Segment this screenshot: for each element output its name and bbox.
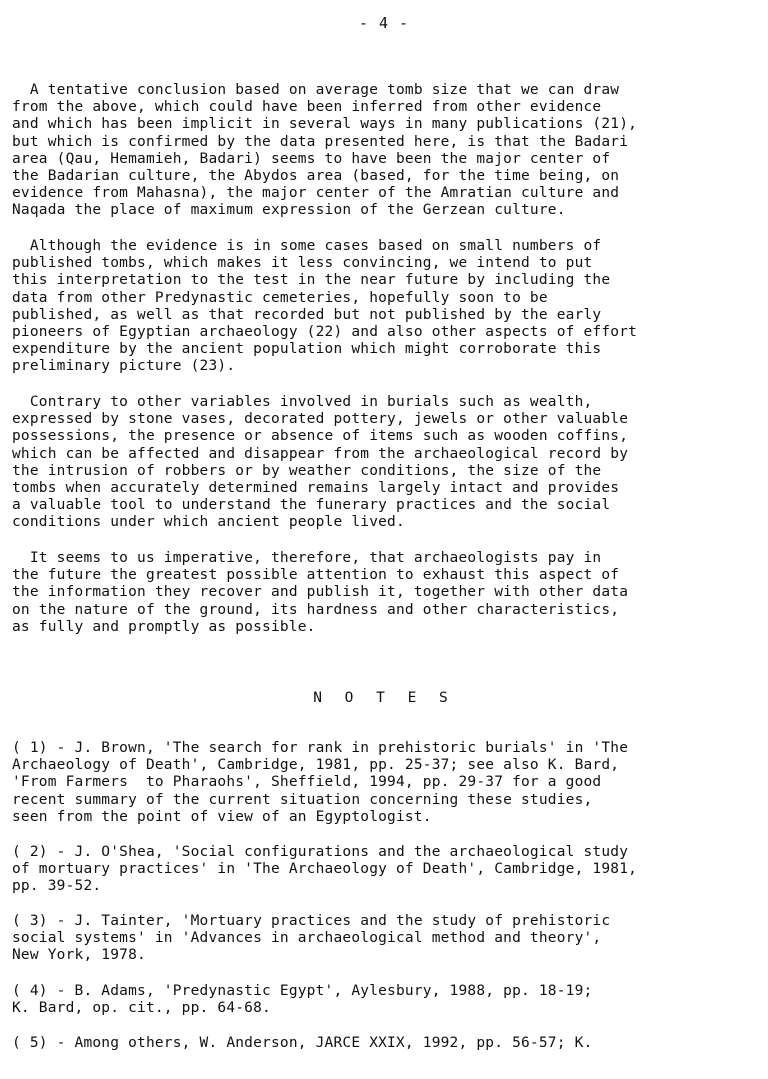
note-3: ( 3) - J. Tainter, 'Mortuary practices and the study of prehistoric social systems' in 'Advances in archaeological method and theory', New York, 1978. xyxy=(12,913,611,964)
note-1: ( 1) - J. Brown, 'The search for rank in prehistoric burials' in 'The Archaeology of Death', Cambridge, 1981, pp. 25-37; see also K. Bard, 'From Farmers to Pharaohs', Sheffield, 1994, pp. 29-37 for a good recent summary of the current situation concerning these studies, seen from the point of view of an Egyptologist. xyxy=(12,740,629,825)
body-paragraph-2: Although the evidence is in some cases based on small numbers of published tombs, which makes it less convincing, we intend to put this interpretation to the test in the near future by including the data from other Predynastic cemeteries, hopefully soon to be published, as well as that recorded but not published by the early pioneers of Egyptian archaeology (22) and also other aspects of effort expenditure by the ancient population which might corroborate this preliminary picture (23). xyxy=(12,238,638,375)
notes-heading: N O T E S xyxy=(313,690,455,706)
body-paragraph-4: It seems to us imperative, therefore, that archaeologists pay in the future the greatest possible attention to exhaust this aspect of the information they recover and publish it, together with other data on the nature of the ground, its hardness and other characteristics, as fully and promptly as possible. xyxy=(12,550,629,635)
body-paragraph-1: A tentative conclusion based on average tomb size that we can draw from the above, which could have been inferred from other evidence and which has been implicit in several ways in many publications (21), but which is confirmed by the data presented here, is that the Badari area (Qau, Hemamieh, Badari) seems to have been the major center of the Badarian culture, the Abydos area (based, for the time being, on evidence from Mahasna), the major center of the Amratian culture and Naqada the place of maximum expression of the Gerzean culture. xyxy=(12,82,638,219)
note-2: ( 2) - J. O'Shea, 'Social configurations and the archaeological study of mortuary practices' in 'The Archaeology of Death', Cambridge, 1981, pp. 39-52. xyxy=(12,844,638,895)
body-paragraph-3: Contrary to other variables involved in burials such as wealth, expressed by stone vases, decorated pottery, jewels or other valuable possessions, the presence or absence of items such as wooden coffins, which can be affected and disappear from the archaeological record by the intrusion of robbers or by weather conditions, the size of the tombs when accurately determined remains largely intact and provides a valuable tool to understand the funerary practices and the social conditions under which ancient people lived. xyxy=(12,394,629,531)
page-number: - 4 - xyxy=(358,14,410,32)
note-4: ( 4) - B. Adams, 'Predynastic Egypt', Aylesbury, 1988, pp. 18-19; K. Bard, op. cit., pp. 64-68. xyxy=(12,983,593,1017)
note-5: ( 5) - Among others, W. Anderson, JARCE XXIX, 1992, pp. 56-57; K. xyxy=(12,1035,593,1051)
